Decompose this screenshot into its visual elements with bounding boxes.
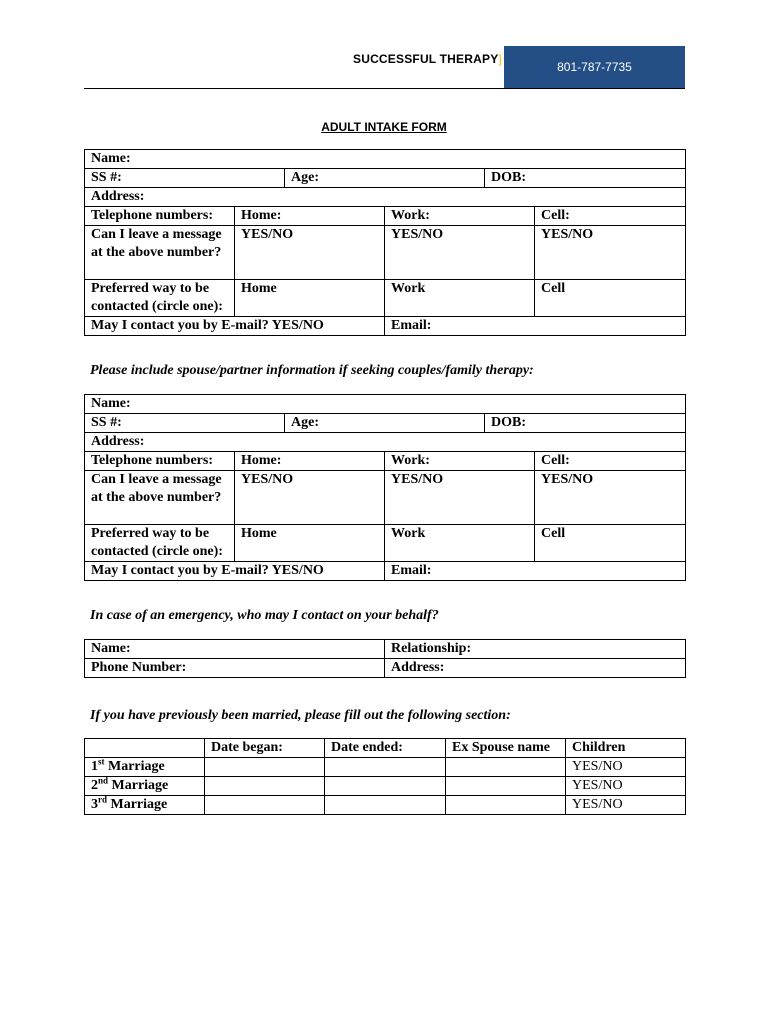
client-preferred-contact-label: Preferred way to be contacted (circle one):	[85, 280, 235, 317]
spouse-age-label: Age:	[291, 415, 319, 430]
spouse-age-field[interactable]	[285, 414, 485, 433]
marriage-row-label	[85, 796, 205, 815]
spouse-telephone-label: Telephone numbers:	[85, 452, 235, 471]
marriage-header-children: Children	[566, 739, 686, 758]
marriage-label: Marriage	[108, 778, 169, 793]
client-work-message-option[interactable]: YES/NO	[385, 226, 535, 280]
marriage-ex-spouse-field[interactable]	[446, 796, 566, 815]
client-dob-field[interactable]	[485, 169, 686, 188]
marriage-label: Marriage	[104, 759, 165, 774]
emergency-name-label: Name:	[91, 641, 131, 656]
client-name-field[interactable]	[85, 150, 686, 169]
client-home-label: Home:	[241, 208, 282, 223]
client-address-field[interactable]	[85, 188, 686, 207]
marriage-header-date-began: Date began:	[205, 739, 325, 758]
header-phone-box	[504, 46, 685, 88]
client-age-field[interactable]	[285, 169, 485, 188]
spouse-email-label: Email:	[391, 563, 432, 578]
spouse-work-label: Work:	[391, 453, 430, 468]
marriage-header-blank	[85, 739, 205, 758]
marriage-ex-spouse-field[interactable]	[446, 758, 566, 777]
marriage-children-option[interactable]: YES/NO	[566, 758, 686, 777]
spouse-preferred-cell-option[interactable]: Cell	[535, 525, 686, 562]
emergency-note: In case of an emergency, who may I contact on your behalf?	[90, 608, 439, 623]
spouse-dob-field[interactable]	[485, 414, 686, 433]
client-cell-message-option[interactable]: YES/NO	[535, 226, 686, 280]
marriage-note: If you have previously been married, please fill out the following section:	[90, 708, 511, 723]
marriage-row	[85, 777, 686, 796]
marriage-date-began-field[interactable]	[205, 758, 325, 777]
client-address-label: Address:	[91, 189, 145, 204]
marriage-row	[85, 758, 686, 777]
spouse-preferred-home-option[interactable]: Home	[235, 525, 385, 562]
client-home-message-option[interactable]: YES/NO	[235, 226, 385, 280]
company-name-text: SUCCESSFUL THERAPY	[353, 52, 499, 66]
client-cell-label: Cell:	[541, 208, 570, 223]
spouse-email-field[interactable]	[385, 562, 686, 581]
client-info-table	[84, 149, 686, 336]
spouse-home-label: Home:	[241, 453, 282, 468]
spouse-work-phone-field[interactable]	[385, 452, 535, 471]
client-cell-phone-field[interactable]	[535, 207, 686, 226]
marriage-label: Marriage	[107, 797, 168, 812]
client-preferred-work-option[interactable]: Work	[385, 280, 535, 317]
emergency-name-field[interactable]	[85, 640, 385, 659]
marriage-date-ended-field[interactable]	[325, 758, 446, 777]
client-age-label: Age:	[291, 170, 319, 185]
spouse-cell-message-option[interactable]: YES/NO	[535, 471, 686, 525]
client-preferred-home-option[interactable]: Home	[235, 280, 385, 317]
spouse-preferred-contact-label: Preferred way to be contacted (circle one):	[85, 525, 235, 562]
emergency-relationship-field[interactable]	[385, 640, 686, 659]
client-leave-message-label: Can I leave a message at the above number?	[85, 226, 235, 280]
marriage-header-row	[85, 739, 686, 758]
client-email-field[interactable]	[385, 317, 686, 336]
emergency-address-field[interactable]	[385, 659, 686, 678]
spouse-name-field[interactable]	[85, 395, 686, 414]
marriage-ordinal-suffix: st	[98, 757, 105, 767]
client-ss-field[interactable]	[85, 169, 285, 188]
marriage-row-label	[85, 758, 205, 777]
marriage-ordinal: 1	[91, 759, 98, 774]
marriage-header-date-ended: Date ended:	[325, 739, 446, 758]
spouse-email-contact-option[interactable]: May I contact you by E-mail? YES/NO	[85, 562, 385, 581]
form-title: ADULT INTAKE FORM	[321, 120, 447, 134]
marriage-children-option[interactable]: YES/NO	[566, 777, 686, 796]
client-dob-label: DOB:	[491, 170, 526, 185]
spouse-work-message-option[interactable]: YES/NO	[385, 471, 535, 525]
marriage-row	[85, 796, 686, 815]
spouse-cell-label: Cell:	[541, 453, 570, 468]
spouse-leave-message-label: Can I leave a message at the above number?	[85, 471, 235, 525]
header-bracket: ]	[498, 52, 502, 66]
spouse-cell-phone-field[interactable]	[535, 452, 686, 471]
emergency-contact-table	[84, 639, 686, 678]
header-phone: 801-787-7735	[557, 60, 632, 74]
spouse-preferred-work-option[interactable]: Work	[385, 525, 535, 562]
spouse-address-field[interactable]	[85, 433, 686, 452]
emergency-relationship-label: Relationship:	[391, 641, 472, 656]
company-name	[353, 52, 502, 66]
spouse-ss-field[interactable]	[85, 414, 285, 433]
marriage-ex-spouse-field[interactable]	[446, 777, 566, 796]
marriage-ordinal-suffix: nd	[98, 776, 109, 786]
spouse-home-message-option[interactable]: YES/NO	[235, 471, 385, 525]
client-name-label: Name:	[91, 151, 131, 166]
marriage-row-label	[85, 777, 205, 796]
marriage-date-ended-field[interactable]	[325, 796, 446, 815]
client-work-label: Work:	[391, 208, 430, 223]
spouse-address-label: Address:	[91, 434, 145, 449]
client-preferred-cell-option[interactable]: Cell	[535, 280, 686, 317]
client-email-label: Email:	[391, 318, 432, 333]
emergency-address-label: Address:	[391, 660, 445, 675]
emergency-phone-field[interactable]	[85, 659, 385, 678]
marriage-children-option[interactable]: YES/NO	[566, 796, 686, 815]
marriage-history-table	[84, 738, 686, 815]
client-home-phone-field[interactable]	[235, 207, 385, 226]
header-divider	[84, 88, 685, 89]
spouse-ss-label: SS #:	[91, 415, 122, 430]
marriage-ordinal-suffix: rd	[98, 795, 107, 805]
client-email-contact-option[interactable]: May I contact you by E-mail? YES/NO	[85, 317, 385, 336]
client-ss-label: SS #:	[91, 170, 122, 185]
client-telephone-label: Telephone numbers:	[85, 207, 235, 226]
marriage-ordinal: 2	[91, 778, 98, 793]
marriage-date-began-field[interactable]	[205, 796, 325, 815]
spouse-home-phone-field[interactable]	[235, 452, 385, 471]
spouse-name-label: Name:	[91, 396, 131, 411]
spouse-info-table	[84, 394, 686, 581]
spouse-dob-label: DOB:	[491, 415, 526, 430]
marriage-date-began-field[interactable]	[205, 777, 325, 796]
marriage-date-ended-field[interactable]	[325, 777, 446, 796]
spouse-note: Please include spouse/partner information if seeking couples/family therapy:	[90, 363, 534, 378]
client-work-phone-field[interactable]	[385, 207, 535, 226]
emergency-phone-label: Phone Number:	[91, 660, 187, 675]
marriage-ordinal: 3	[91, 797, 98, 812]
marriage-header-ex-spouse: Ex Spouse name	[446, 739, 566, 758]
